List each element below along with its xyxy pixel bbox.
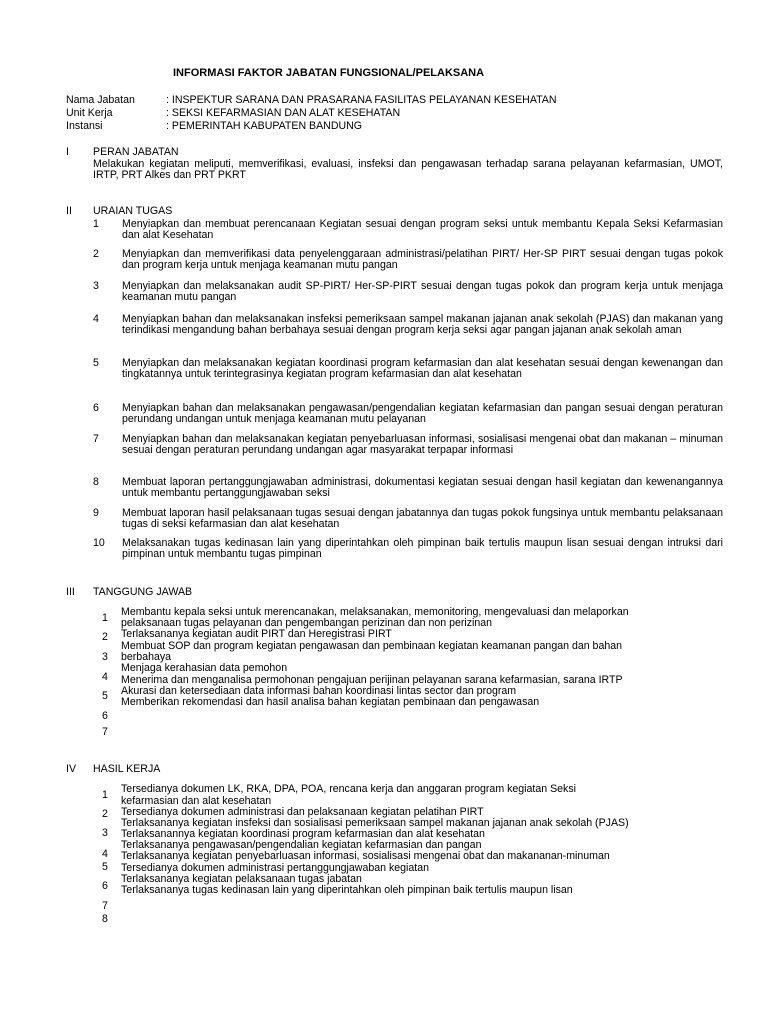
item-number: 5 [93,357,99,369]
item-number: 8 [102,913,108,925]
identity-value-instansi: : PEMERINTAH KABUPATEN BANDUNG [166,120,363,132]
section-roman-numeral: IV [66,763,77,775]
item-number: 3 [93,280,99,292]
item-text: Menyiapkan bahan dan melaksanakan insfeksi pemeriksaan sampel makanan jajanan anak sekolah (PJAS) dan makanan yang terindikasi mengandung bahan berbahaya sesuai dengan program kerja seksi agar pangan jajanan anak sekolah aman [122,313,723,336]
item-number: 1 [102,789,108,801]
responsibility-line: Membantu kepala seksi untuk merencanakan, melaksanakan, memonitoring, mengevaluasi dan melaporkan [121,606,629,618]
document-title: INFORMASI FAKTOR JABATAN FUNGSIONAL/PELAKSANA [173,67,485,79]
result-line: Tersedianya dokumen administrasi pertanggungjawaban kegiatan [121,862,430,874]
identity-label-nama-jabatan: Nama Jabatan [66,94,135,106]
peran-jabatan-body: Melakukan kegiatan meliputi, memverifikasi, evaluasi, insfeksi dan pengawasan terhadap sarana pelayanan kefarmasian, UMOT, IRTP, PRT Alkes dan PRT PKRT [93,158,723,181]
section-heading: TANGGUNG JAWAB [93,586,193,598]
section-roman-numeral: III [66,586,75,598]
item-number: 1 [93,218,99,230]
item-number: 4 [93,313,99,325]
item-text: Menyiapkan dan memverifikasi data penyelenggaraan administrasi/pelatihan PIRT/ Her-SP PIRT sesuai dengan tugas pokok dan program kerja untuk menjaga keamanan mutu pangan [122,248,723,271]
responsibility-line: berbahaya [121,651,172,663]
responsibility-line: Terlaksananya kegiatan audit PIRT dan Heregistrasi PIRT [121,628,392,640]
item-number: 8 [93,476,99,488]
item-text: Menyiapkan dan melaksanakan audit SP-PIRT/ Her-SP-PIRT sesuai dengan tugas pokok dan program kerja untuk menjaga keamanan mutu pangan [122,280,723,303]
item-number: 2 [102,808,108,820]
result-line: Tersedianya dokumen LK, RKA, DPA, POA, rencana kerja dan anggaran program kegiatan Seksi [121,783,576,795]
item-text: Menyiapkan dan melaksanakan kegiatan koordinasi program kefarmasian dan alat kesehatan sesuai dengan kewenangan dan tingkatannya untuk terintegrasinya kegiatan program kefarmasian dan alat kesehatan [122,357,723,380]
section-roman-numeral: II [66,205,72,217]
item-text: Melaksanakan tugas kedinasan lain yang diperintahkan oleh pimpinan baik tertulis maupun lisan sesuai dengan intruksi dari pimpinan untuk membantu tugas pimpinan [122,537,723,560]
section-heading: PERAN JABATAN [93,146,179,158]
section-heading: URAIAN TUGAS [93,205,173,217]
result-line: Terlaksananya pengawasan/pengendalian kegiatan kefarmasian dan pangan [121,839,482,851]
item-number: 2 [102,631,108,643]
item-text: Menyiapkan bahan dan melaksanakan kegiatan penyebarluasan informasi, sosialisasi mengenai obat dan makanan – minuman sesuai dengan peraturan perundang undangan agar masyarakat terpapar informasi [122,433,723,456]
item-number: 7 [102,900,108,912]
identity-value-unit-kerja: : SEKSI KEFARMASIAN DAN ALAT KESEHATAN [166,107,401,119]
item-text: Menyiapkan bahan dan melaksanakan pengawasan/pengendalian kegiatan kefarmasian dan pangan sesuai dengan peraturan perundang undangan untuk menjaga keamanan mutu pelayanan [122,402,723,425]
item-number: 7 [93,433,99,445]
section-roman-numeral: I [66,146,69,158]
item-number: 7 [102,726,108,738]
item-text: Menyiapkan dan membuat perencanaan Kegiatan sesuai dengan program seksi untuk membantu Kepala Seksi Kefarmasian dan alat Kesehatan [122,218,723,241]
result-line: kefarmasian dan alat kesehatan [121,795,272,807]
responsibility-line: Memberikan rekomendasi dan hasil analisa bahan kegiatan pembinaan dan pengawasan [121,696,540,708]
result-line: Terlaksananya kegiatan insfeksi dan sosialisasi pemeriksaan sampel makanan jajanan anak sekolah (PJAS) [121,817,629,829]
result-line: Terlaksananya kegiatan pelaksanaan tugas jabatan [121,873,362,885]
item-number: 6 [93,402,99,414]
item-text: Membuat laporan hasil pelaksanaan tugas sesuai dengan jabatannya dan tugas pokok fungsinya untuk membantu pelaksanaan tugas di seksi kefarmasian dan alat kesehatan [122,507,723,530]
identity-label-unit-kerja: Unit Kerja [66,107,113,119]
responsibility-line: pelaksanaan tugas pelayanan dan pengembangan perizinan dan non perizinan [121,617,493,629]
item-number: 6 [102,880,108,892]
result-line: Terlaksananya tugas kedinasan lain yang diperintahkan oleh pimpinan baik tertulis maupun lisan [121,884,573,896]
responsibility-line: Menerima dan menganalisa permohonan pengajuan perijinan pelayanan sarana kefarmasian, sarana IRTP [121,674,623,686]
identity-value-nama-jabatan: : INSPEKTUR SARANA DAN PRASARANA FASILITAS PELAYANAN KESEHATAN [166,94,557,106]
item-text: Membuat laporan pertanggungjawaban administrasi, dokumentasi kegiatan sesuai dengan hasil kegiatan dan kewenangannya untuk membantu pertanggungjawaban seksi [122,476,723,499]
item-number: 3 [102,651,108,663]
item-number: 5 [102,861,108,873]
responsibility-line: Membuat SOP dan program kegiatan pengawasan dan pembinaan kegiatan keamanan pangan dan bahan [121,640,623,652]
item-number: 10 [93,537,105,549]
item-number: 1 [102,612,108,624]
responsibility-line: Akurasi dan ketersediaan data informasi bahan koordinasi lintas sector dan program [121,685,517,697]
item-number: 6 [102,710,108,722]
item-number: 9 [93,507,99,519]
result-line: Terlaksananya kegiatan penyebarluasan informasi, sosialisasi mengenai obat dan makananan-minuman [121,850,610,862]
item-number: 5 [102,690,108,702]
item-number: 3 [102,827,108,839]
identity-label-instansi: Instansi [66,120,103,132]
item-number: 2 [93,248,99,260]
item-number: 4 [102,671,108,683]
responsibility-line: Menjaga kerahasian data pemohon [121,662,288,674]
item-number: 4 [102,848,108,860]
result-line: Terlaksanannya kegiatan koordinasi program kefarmasian dan alat kesehatan [121,828,485,840]
result-line: Tersedianya dokumen administrasi dan pelaksanaan kegiatan pelatihan PIRT [121,806,484,818]
section-heading: HASIL KERJA [93,763,161,775]
